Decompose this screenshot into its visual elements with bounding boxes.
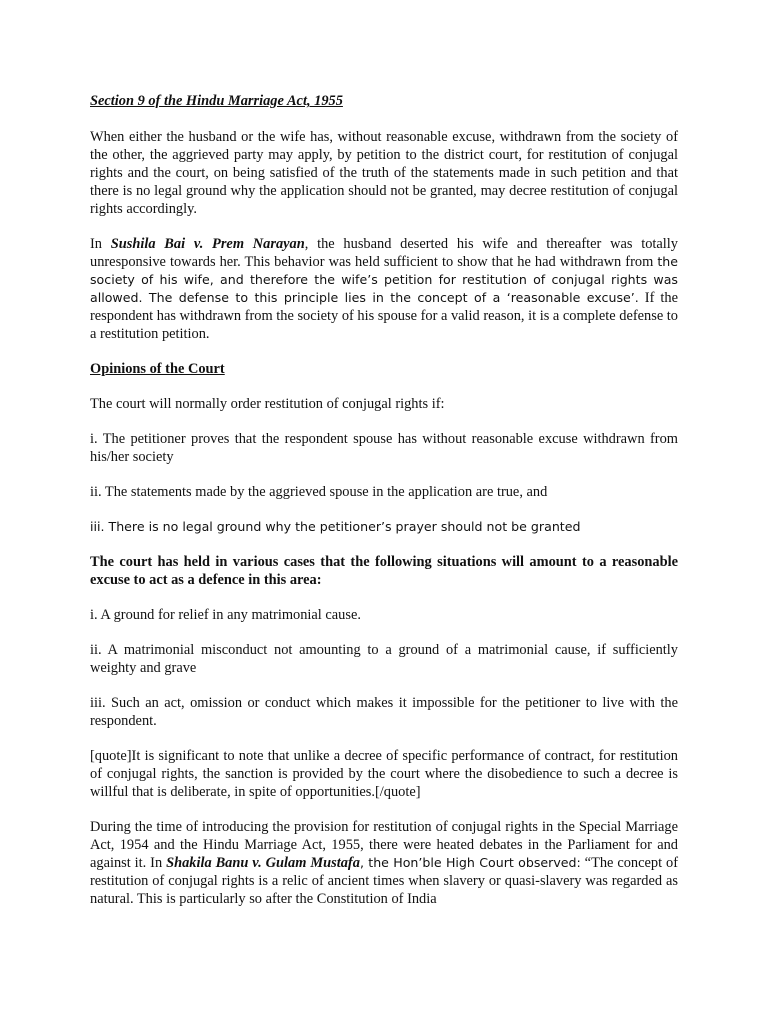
section-title: Section 9 of the Hindu Marriage Act, 1955 bbox=[90, 93, 343, 109]
condition-item: ii. The statements made by the aggrieved spouse in the application are true, and bbox=[90, 484, 548, 500]
excuse-item: iii. Such an act, omission or conduct which makes it impossible for the petitioner to live with the respondent. bbox=[90, 695, 678, 729]
paragraph-text: , the Hon’ble High Court observed: bbox=[359, 855, 581, 870]
opinions-heading: Opinions of the Court bbox=[90, 361, 225, 377]
opinions-intro: The court will normally order restitution of conjugal rights if: bbox=[90, 396, 445, 412]
paragraph-shakila-banu bbox=[90, 818, 678, 908]
condition-item: i. The petitioner proves that the respondent spouse has without reasonable excuse withdrawn from his/her society bbox=[90, 431, 678, 465]
paragraph-text: During the time of introducing the provision for restitution of conjugal rights in the Special Marriage Act, 1954 and the Hindu Marriage Act, 1955, there were heated debates in the Parliament for and against it. In bbox=[90, 819, 678, 871]
excuse-heading: The court has held in various cases that the following situations will amount to a reasonable excuse to act as a defence in this area: bbox=[90, 554, 678, 588]
document-page bbox=[90, 92, 678, 925]
paragraph-text: the society of his wife, and therefore the wife’s petition for restitution of conjugal rights was allowed. The defense to this principle lies in the concept of a ‘reasonable excuse’. bbox=[90, 254, 678, 305]
paragraph-text: If the respondent has withdrawn from the society of his spouse for a valid reason, it is a complete defense to a restitution petition. bbox=[90, 290, 678, 342]
condition-item: iii. There is no legal ground why the petitioner’s prayer should not be granted bbox=[90, 519, 581, 534]
case-name-shakila-banu: Shakila Banu v. Gulam Mustafa bbox=[166, 855, 360, 871]
excuse-item: i. A ground for relief in any matrimonial cause. bbox=[90, 607, 361, 623]
paragraph-text: , the husband deserted his wife and thereafter was totally unresponsive towards her. This behavior was held sufficient to show that he had withdrawn from bbox=[90, 236, 679, 270]
excuse-item: ii. A matrimonial misconduct not amounting to a ground of a matrimonial cause, if sufficiently weighty and grave bbox=[90, 642, 678, 676]
paragraph-text: “The concept of restitution of conjugal rights is a relic of ancient times when slavery or quasi-slavery was regarded as natural. This is particularly so after the Constitution of India bbox=[90, 855, 678, 907]
paragraph-section-9: When either the husband or the wife has, without reasonable excuse, withdrawn from the society of the other, the aggrieved party may apply, by petition to the district court, for restitution of conjugal rights and the court, on being satisfied of the truth of the statements made in such petition and that there is no legal ground why the application should not be granted, may decree restitution of conjugal rights accordingly. bbox=[90, 129, 678, 217]
paragraph-sushila-bai bbox=[90, 235, 678, 343]
quote-paragraph: [quote]It is significant to note that unlike a decree of specific performance of contract, for restitution of conjugal rights, the sanction is provided by the court where the disobedience to such a decree is willful that is deliberate, in spite of opportunities.[/quote] bbox=[90, 748, 678, 800]
paragraph-intro: In bbox=[90, 236, 111, 252]
case-name-sushila-bai: Sushila Bai v. Prem Narayan bbox=[110, 236, 305, 252]
